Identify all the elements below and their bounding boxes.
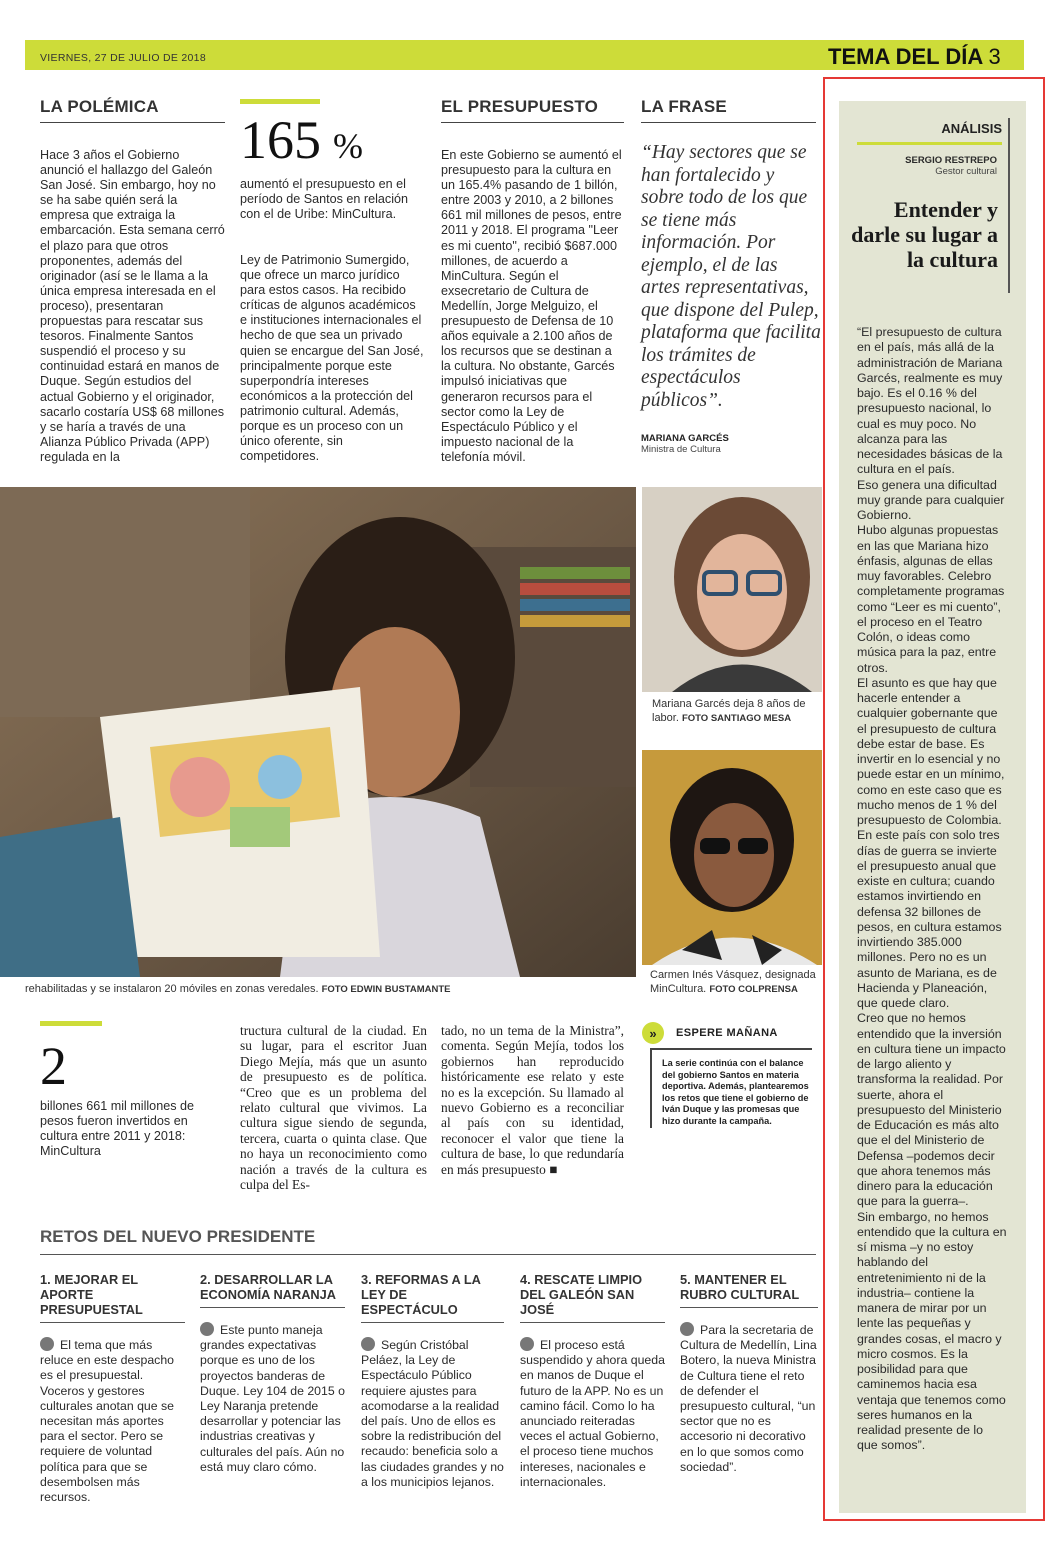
main-photo (0, 487, 636, 977)
bullet-icon (680, 1322, 694, 1336)
reto-2-text: Este punto maneja grandes expectativas porque es uno de los proyectos banderas de Duque. Ley 104 de 2015 o Ley Naranja pretende desarrollar y potenciar las industrias creativas y culturales del país. Aún no está muy claro cómo. (200, 1323, 345, 1474)
polemica-text: Hace 3 años el Gobierno anunció el hallazgo del Galeón San José. Sin embargo, hoy no se ha sabe quién será la empresa que extraiga la embarcación. Esta semana cerró el plazo para que otros proponentes, además del originador (así se le llama a la única empresa interesada en el proceso), presentaran propuestas para rescatar sus tesoros. Finalmente Santos suspendió el proceso y su continuidad estará en manos de Duque. Según estudios del actual Gobierno y el originador, sacarlo costaría US$ 68 millones y se haría a través de una Alianza Público Privada (APP) regulada en la (40, 148, 225, 464)
stat-165-text: aumentó el presupuesto en el período de Santos en relación con el de Uribe: MinCultura. (240, 177, 409, 222)
portrait-1-caption-text: Mariana Garcés deja 8 años de labor. (652, 698, 806, 724)
reto-2-body (200, 1322, 345, 1475)
portrait-1-credit: FOTO SANTIAGO MESA (681, 713, 792, 724)
main-photo-credit: FOTO EDWIN BUSTAMANTE (321, 984, 451, 995)
frase-author: MARIANA GARCÉS (641, 433, 729, 444)
stat-accent-bar (240, 99, 320, 104)
portrait-1-caption (652, 697, 820, 726)
analisis-paragraph: Eso genera una dificultad muy grande para cualquier Gobierno. (857, 477, 1005, 522)
stat-165-number: 165 (240, 110, 321, 170)
espere-vertical-rule (650, 1048, 652, 1128)
portrait-2-illustration (642, 750, 822, 965)
analisis-byline (857, 155, 997, 177)
stat2-accent-bar (40, 1021, 102, 1026)
bullet-icon (200, 1322, 214, 1336)
espere-rule (650, 1048, 812, 1050)
espere-text: La serie continúa con el balance del gobierno Santos en materia deportiva. Además, plantearemos los retos que tiene el gobierno de Iván Duque y las promesas que hizo durante la campaña. (662, 1058, 809, 1126)
reto-2-heading: 2. DESARROLLAR LA ECONOMÍA NARANJA (200, 1272, 345, 1308)
portrait-2-credit: FOTO COLPRENSA (709, 984, 798, 995)
reto-5-body (680, 1322, 818, 1475)
reto-2 (200, 1272, 345, 1475)
reto-3-text: Según Cristóbal Peláez, la Ley de Espectáculo Público requiere ajustes para acomodarse a la realidad del país. Uno de ellos es sobre la redistribución del recaudo: beneficia solo a las ciudades grandes y no a los municipios lejanos. (361, 1338, 504, 1489)
analisis-paragraph: Sin embargo, no hemos entendido que la cultura en sí misma –y no estoy hablando del entretenimiento ni de la industria– contiene la manera de mirar por un lente las pequeñas y grandes cosas, el macro y micro cosmos. Es la posibilidad para que caminemos hacia esa ventaja que tenemos como seres humanos en la realidad presente de lo que somos”. (857, 1209, 1007, 1453)
reto-3 (361, 1272, 504, 1490)
portrait-mariana-garces (642, 487, 822, 692)
girl-reading-illustration (0, 487, 636, 977)
reto-4 (520, 1272, 665, 1490)
sidebar-vertical-rule (1008, 118, 1010, 293)
portrait-2-caption-text: Carmen Inés Vásquez, designada MinCultura. (650, 969, 816, 995)
reto-1-text: El tema que más reluce en este despacho es el presupuestal. Voceros y gestores culturales anotan que se necesitan más aportes para el sector. Pero se requiere de voluntad política para que se desembolsen más recursos. (40, 1338, 174, 1505)
stat-2-number: 2 (40, 1036, 67, 1096)
presupuesto-text: En este Gobierno se aumentó el presupuesto para la cultura en un 165.4% pasando de 1 billón, entre 2003 y 2010, a 2 billones 661 mil millones de pesos, entre 2011 y 2018. El programa "Leer es mi cuento", recibió $687.000 millones, de acuerdo a MinCultura. Según el exsecretario de Cultura de Medellín, Jorge Melguizo, el presupuesto de Defensa de 10 años equivale a 2.100 años de los recursos que se destinan a la cultura. No obstante, Garcés impulsó iniciativas que generaron recursos para el sector como la Ley de Espectáculo Público y el impuesto nacional de la telefonía móvil. (441, 148, 622, 464)
analisis-author: SERGIO RESTREPO (905, 155, 997, 166)
section-title (828, 44, 1001, 70)
stat-2-text: billones 661 mil millones de pesos fueron invertidos en cultura entre 2011 y 2018: MinCultura (40, 1099, 195, 1159)
retos-heading: RETOS DEL NUEVO PRESIDENTE (40, 1227, 816, 1255)
frase-quote: “Hay sectores que se han fortalecido y sobre todo de los que se tiene más información. Por ejemplo, el de las artes representativas, que dispone del Pulep, plataforma que facilita los trámites de espectáculos públicos”. (641, 142, 821, 411)
portrait-2-caption (650, 968, 820, 997)
page-number: 3 (988, 44, 1001, 69)
portrait-carmen-vasquez (642, 750, 822, 965)
section-label: TEMA DEL DÍA (828, 44, 983, 69)
patrimonio-text: Ley de Patrimonio Sumergido, que ofrece un marco jurídico para estos casos. Ha recibido críticas de algunos académicos e instituciones internacionales el hecho de que sea un privado quien se encargue del San José, principalmente porque este superpondría intereses económicos a la protección del patrimonio cultural. Además, porque es un proceso con un único oferente, sin competidores. (240, 253, 424, 464)
reto-1 (40, 1272, 185, 1505)
portrait-1-illustration (642, 487, 822, 692)
analisis-title: Entender y darle su lugar a la cultura (851, 197, 998, 272)
analisis-paragraph: Creo que no hemos entendido que la inversión en cultura tiene un impacto de largo aliento y transforma la realidad. Por suerte, ahora el presupuesto del Ministerio de Educación es más alto que el del Ministerio de Defensa –podemos decir que ahora tenemos más dinero para la educación que para la guerra–. (857, 1011, 1006, 1209)
reto-1-heading: 1. MEJORAR EL APORTE PRESUPUESTAL (40, 1272, 185, 1323)
article-column-2: tado, no un tema de la Ministra”, comenta. Según Mejía, todos los gobiernos han reproducido históricamente ese relato y este no es la excepción. Su llamado al nuevo Gobierno es a reconciliar al país con su identidad, reconocer el valor que tiene la cultura de base, lo que redundaría en más presupuesto ■ (441, 1023, 624, 1177)
polemica-heading: LA POLÉMICA (40, 97, 225, 123)
espere-heading: ESPERE MAÑANA (676, 1027, 778, 1039)
stat-165-unit: % (333, 126, 363, 166)
frase-byline (641, 433, 729, 455)
bullet-icon (361, 1337, 375, 1351)
analisis-body (857, 325, 1007, 1454)
reto-1-body (40, 1337, 185, 1505)
analisis-paragraph: Hubo algunas propuestas en las que Mariana hizo énfasis, algunas de ellas muy favorables. Celebro completamente programas como “Leer es mi cuento”, el proceso en el Teatro Colón, o ideas como música para la paz, entre otros. (857, 523, 1005, 675)
frase-role: Ministra de Cultura (641, 444, 721, 455)
bullet-icon (40, 1337, 54, 1351)
analisis-role: Gestor cultural (935, 166, 997, 177)
stat-165 (240, 112, 363, 174)
double-chevron-icon: » (642, 1022, 664, 1044)
analisis-label: ANÁLISIS (857, 121, 1002, 145)
analisis-paragraph: El asunto es que hay que hacerle entender a cualquier gobernante que el presupuesto de cultura debe estar de base. Es invertir en lo esencial y no puede estar en un mínimo, como en este caso que es mucho menos de 1 % del presupuesto de Colombia. En este país con solo tres días de guerra se invierte el presupuesto anual que existe en cultura; cuando estamos invirtiendo en defensa 32 billones de pesos, en cultura estamos invirtiendo 385.000 millones. Pero no es un asunto de Mariana, es de Hacienda y Planeación, que quede claro. (857, 675, 1005, 1010)
reto-3-heading: 3. REFORMAS A LA LEY DE ESPECTÁCULO (361, 1272, 504, 1323)
reto-5-text: Para la secretaria de Cultura de Medellín, Lina Botero, la nueva Ministra de Cultura tiene el reto de defender el presupuesto cultural, “un sector que no es accesorio ni decorativo en lo que somos como sociedad”. (680, 1323, 817, 1474)
reto-3-body (361, 1337, 504, 1490)
main-caption-text: rehabilitadas y se instalaron 20 móviles en zonas veredales. (25, 983, 319, 995)
frase-heading: LA FRASE (641, 97, 816, 123)
reto-4-text: El proceso está suspendido y ahora queda en manos de Duque el futuro de la APP. No es un camino fácil. Como lo ha anunciado reiteradas veces el actual Gobierno, el proceso tiene muchos intereses, nacionales e internacionales. (520, 1338, 665, 1489)
bullet-icon (520, 1337, 534, 1351)
main-photo-caption (25, 982, 636, 997)
article-column-1: tructura cultural de la ciudad. En su lugar, para el escritor Juan Diego Mejía, más que un asunto de presupuesto es de política. “Creo que es un problema del relato cultural que vivimos. La cultura sigue siendo de segunda, tercera, cuarta o quinta clase. Que no haya un reconocimiento como nación a través de la cultura es culpa del Es- (240, 1023, 427, 1193)
issue-date: VIERNES, 27 DE JULIO DE 2018 (40, 52, 206, 64)
reto-4-heading: 4. RESCATE LIMPIO DEL GALEÓN SAN JOSÉ (520, 1272, 665, 1323)
presupuesto-heading: EL PRESUPUESTO (441, 97, 624, 123)
reto-5 (680, 1272, 818, 1475)
analisis-paragraph: “El presupuesto de cultura en el país, más allá de la administración de Mariana Garcés, realmente es muy bajo. Es el 0.16 % del presupuesto nacional, lo cual es muy poco. No alcanza para las necesidades básicas de la cultura en el país. (857, 325, 1003, 477)
reto-5-heading: 5. MANTENER EL RUBRO CULTURAL (680, 1272, 818, 1308)
reto-4-body (520, 1337, 665, 1490)
